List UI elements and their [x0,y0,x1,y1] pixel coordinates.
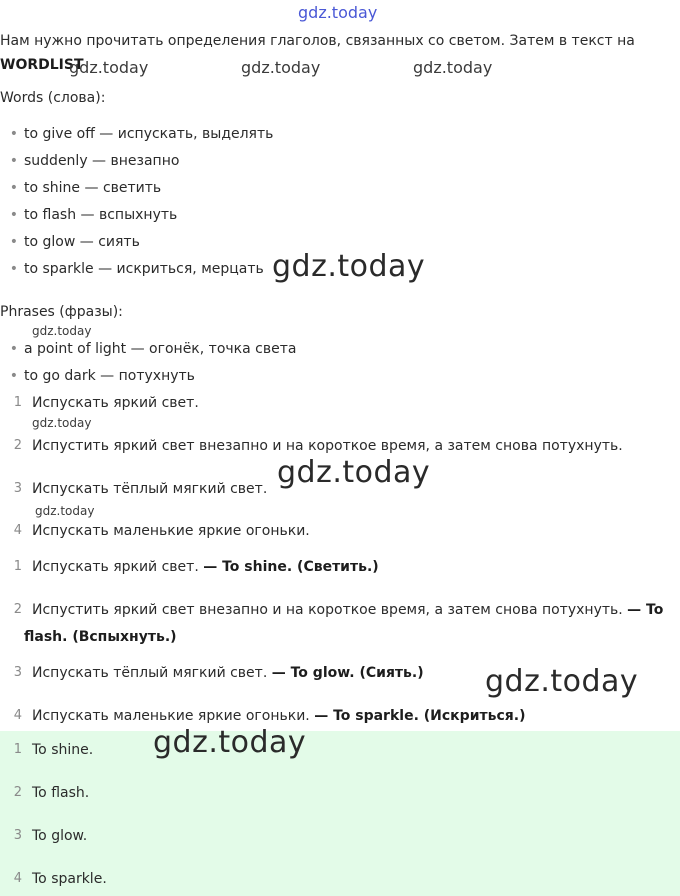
answer-question: Испускать маленькие яркие огоньки. [32,708,310,724]
answer-question: Испустить яркий свет внезапно и на короткое время, а затем снова потухнуть. [32,602,623,618]
bullet-icon: • [9,153,18,169]
intro-text: Нам нужно прочитать определения глаголов, связанных со светом. Затем в текст на [0,33,635,49]
bullet-icon: • [9,207,18,223]
item-number: 1 [13,395,22,410]
answer-panel [0,731,680,896]
watermark-large: gdz.today [485,664,639,699]
definition-item [0,437,680,457]
phrase-item [0,340,296,358]
word-item-text: to glow — сиять [24,234,140,250]
short-answer-text: To sparkle. [32,871,107,887]
item-number: 3 [13,481,22,496]
watermark-large: gdz.today [277,455,431,490]
bullet-icon: • [9,261,18,277]
short-answer-text: To shine. [32,742,94,758]
definition-item [0,480,680,500]
answer-value: — To [627,602,664,618]
short-answer-item [0,741,680,761]
watermark: gdz.today [241,58,321,77]
answer-value: — To sparkle. (Искриться.) [314,708,526,724]
word-item-text: to give off — испускать, выделять [24,126,274,142]
bullet-icon: • [9,368,18,384]
item-number: 2 [13,602,22,617]
phrase-item-text: a point of light — огонёк, точка света [24,341,297,357]
item-number: 2 [13,785,22,800]
answer-value: — To shine. (Светить.) [203,559,379,575]
answer-item [0,707,680,727]
watermark: gdz.today [35,504,95,518]
definition-item [0,394,680,414]
item-number: 3 [13,828,22,843]
short-answer-text: To flash. [32,785,90,801]
watermark: gdz.today [32,416,92,430]
bullet-icon: • [9,234,18,250]
watermark: gdz.today [413,58,493,77]
phrases-heading: Phrases (фразы): [0,304,123,320]
item-number: 4 [13,871,22,886]
site-watermark-top: gdz.today [298,3,378,22]
word-item [0,233,140,251]
word-item [0,179,161,197]
word-item-text: to shine — светить [24,180,162,196]
word-item-text: suddenly — внезапно [24,153,180,169]
watermark-large: gdz.today [272,249,426,284]
word-item-text: to sparkle — искриться, мерцать [24,261,264,277]
short-answer-text: To glow. [32,828,88,844]
wordlist-label: WORDLIST [0,57,84,73]
short-answer-item [0,870,680,890]
short-answer-item [0,784,680,804]
answer-text [32,664,424,682]
answer-text [32,707,525,725]
words-heading: Words (слова): [0,90,106,106]
word-item [0,260,264,278]
word-item [0,152,179,170]
bullet-icon: • [9,341,18,357]
bullet-icon: • [9,180,18,196]
item-number: 4 [13,523,22,538]
word-item [0,206,177,224]
phrase-item-text: to go dark — потухнуть [24,368,195,384]
phrase-item [0,367,195,385]
answer-text [32,601,663,619]
watermark: gdz.today [32,324,92,338]
answer-value: — To glow. (Сиять.) [271,665,424,681]
answer-text [32,558,379,576]
answer-item [0,558,680,578]
watermark: gdz.today [69,58,149,77]
definition-item [0,522,680,542]
definition-text: Испускать тёплый мягкий свет. [32,481,268,497]
bullet-icon: • [9,126,18,142]
word-item [0,125,273,143]
word-item-text: to flash — вспыхнуть [24,207,178,223]
answer-value-continued: flash. (Вспыхнуть.) [24,629,177,645]
watermark-large: gdz.today [153,725,307,760]
definition-text: Испускать маленькие яркие огоньки. [32,523,310,539]
short-answer-item [0,827,680,847]
answer-question: Испускать яркий свет. [32,559,199,575]
answer-item [0,601,680,621]
item-number: 3 [13,665,22,680]
item-number: 1 [13,742,22,757]
item-number: 1 [13,559,22,574]
definition-text: Испускать яркий свет. [32,395,199,411]
definition-text: Испустить яркий свет внезапно и на короткое время, а затем снова потухнуть. [32,438,623,454]
item-number: 4 [13,708,22,723]
answer-question: Испускать тёплый мягкий свет. [32,665,268,681]
item-number: 2 [13,438,22,453]
